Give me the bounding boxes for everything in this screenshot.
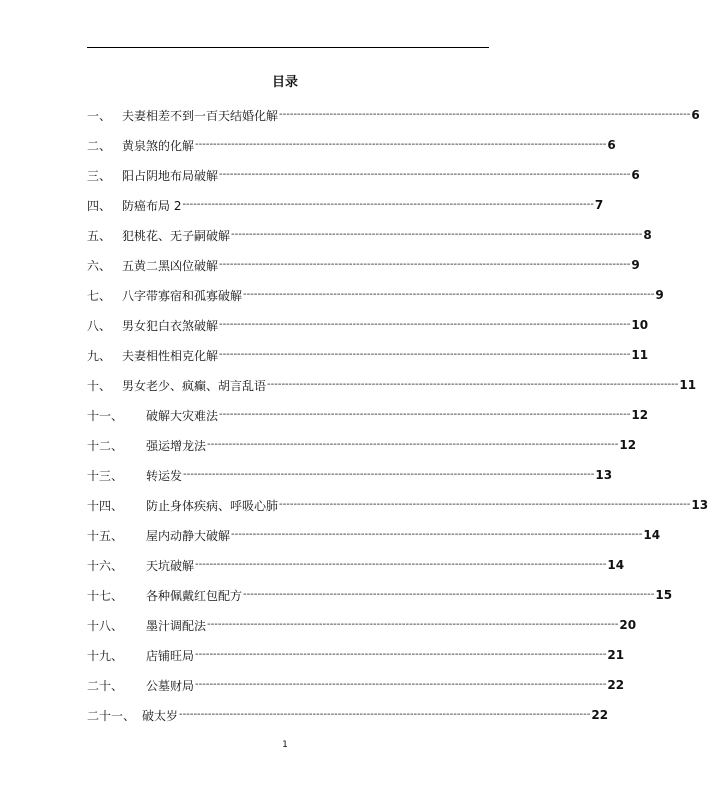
page-number: 1 [282,740,288,750]
toc-entry[interactable] [87,400,649,430]
toc-entry-page: 7 [594,198,604,212]
toc-entry[interactable] [87,490,708,520]
toc-entry[interactable] [87,580,673,610]
toc-entry-page: 6 [631,168,640,182]
toc-entry[interactable] [87,190,604,220]
toc-entry-page: 14 [607,558,625,572]
toc-entry-page: 12 [619,438,637,452]
toc-entry[interactable] [87,640,625,670]
toc-dot-leader: ------------------------------------------------------------------------------------------------------------------ [243,288,655,300]
toc-entry-page: 9 [655,288,664,302]
toc-entry-label: 犯桃花、无子嗣破解 [122,228,231,243]
toc-entry-number: 二、 [87,138,112,153]
toc-entry-page: 9 [631,258,640,272]
toc-entry-page: 13 [691,498,708,512]
toc-dot-leader: ------------------------------------------------------------------------------------------------------------------ [183,468,595,480]
toc-entry-page: 12 [631,408,649,422]
toc-entry[interactable] [87,280,664,310]
toc-entry-page: 11 [679,378,697,392]
toc-entry-label: 防癌布局 2 [122,198,182,213]
toc-entry-number: 一、 [87,108,112,123]
toc-entry-number: 十六、 [87,558,124,573]
toc-entry-number: 四、 [87,198,112,213]
toc-entry-label: 天坑破解 [146,558,195,573]
toc-entry[interactable] [87,700,609,730]
toc-dot-leader: ------------------------------------------------------------------------------------------------------------------ [195,558,607,570]
toc-entry-label: 屋内动静大破解 [146,528,231,543]
toc-entry[interactable] [87,670,625,700]
toc-entry-number: 十五、 [87,528,124,543]
toc-dot-leader: ------------------------------------------------------------------------------------------------------------------ [195,678,607,690]
toc-dot-leader: ------------------------------------------------------------------------------------------------------------------ [179,708,591,720]
toc-entry-number: 六、 [87,258,112,273]
toc-entry[interactable] [87,100,700,130]
table-of-contents [87,100,708,730]
toc-entry[interactable] [87,130,616,160]
toc-dot-leader: ------------------------------------------------------------------------------------------------------------------ [182,198,594,210]
toc-entry-number: 十七、 [87,588,124,603]
toc-entry-page: 13 [595,468,613,482]
toc-entry-label: 五黄二黑凶位破解 [122,258,219,273]
toc-title: 目录 [271,75,298,90]
toc-entry-number: 八、 [87,318,112,333]
toc-dot-leader: ------------------------------------------------------------------------------------------------------------------ [267,378,679,390]
toc-entry-label: 夫妻相性相克化解 [122,348,219,363]
toc-dot-leader: ------------------------------------------------------------------------------------------------------------------ [219,408,631,420]
toc-entry-number: 十八、 [87,618,124,633]
toc-dot-leader: ------------------------------------------------------------------------------------------------------------------ [207,618,619,630]
toc-entry-number: 二十一、 [87,708,136,723]
toc-entry-page: 10 [631,318,649,332]
toc-entry-label: 店铺旺局 [146,648,195,663]
toc-entry-label: 墨汁调配法 [146,618,207,633]
toc-entry[interactable] [87,310,649,340]
toc-dot-leader: ------------------------------------------------------------------------------------------------------------------ [219,348,631,360]
toc-entry[interactable] [87,340,649,370]
toc-entry[interactable] [87,250,640,280]
toc-entry-number: 十三、 [87,468,124,483]
toc-entry-page: 21 [607,648,625,662]
toc-entry-number: 十、 [87,378,112,393]
toc-entry-label: 阳占阴地布局破解 [122,168,219,183]
toc-entry-number: 二十、 [87,678,124,693]
toc-entry-page: 15 [655,588,673,602]
toc-entry[interactable] [87,430,637,460]
toc-entry-page: 8 [643,228,652,242]
toc-entry-number: 七、 [87,288,112,303]
toc-entry-label: 破太岁 [142,708,179,723]
toc-entry-page: 6 [607,138,616,152]
toc-dot-leader: ------------------------------------------------------------------------------------------------------------------ [219,318,631,330]
toc-entry-label: 男女犯白衣煞破解 [122,318,219,333]
toc-dot-leader: ------------------------------------------------------------------------------------------------------------------ [219,258,631,270]
toc-entry-label: 转运发 [146,468,183,483]
toc-entry-label: 强运增龙法 [146,438,207,453]
toc-entry-page: 22 [607,678,625,692]
toc-entry-page: 22 [591,708,609,722]
toc-dot-leader: ------------------------------------------------------------------------------------------------------------------ [207,438,619,450]
toc-entry[interactable] [87,550,625,580]
toc-dot-leader: ------------------------------------------------------------------------------------------------------------------ [243,588,655,600]
toc-entry-page: 20 [619,618,637,632]
toc-entry-label: 男女老少、疯癫、胡言乱语 [122,378,267,393]
toc-entry-page: 11 [631,348,649,362]
toc-entry[interactable] [87,460,613,490]
toc-entry-number: 十四、 [87,498,124,513]
toc-entry-label: 夫妻相差不到一百天结婚化解 [122,108,279,123]
toc-dot-leader: ------------------------------------------------------------------------------------------------------------------ [231,528,643,540]
toc-entry[interactable] [87,370,697,400]
header-rule [87,47,489,48]
toc-entry-label: 黄泉煞的化解 [122,138,195,153]
toc-entry-label: 各种佩戴红包配方 [146,588,243,603]
toc-dot-leader: ------------------------------------------------------------------------------------------------------------------ [231,228,643,240]
toc-entry-number: 九、 [87,348,112,363]
toc-entry-number: 十二、 [87,438,124,453]
toc-entry[interactable] [87,220,652,250]
toc-dot-leader: ------------------------------------------------------------------------------------------------------------------ [195,138,607,150]
toc-dot-leader: ------------------------------------------------------------------------------------------------------------------ [219,168,631,180]
toc-entry[interactable] [87,160,640,190]
toc-entry-page: 14 [643,528,661,542]
toc-entry-number: 十九、 [87,648,124,663]
toc-entry-number: 三、 [87,168,112,183]
toc-dot-leader: ------------------------------------------------------------------------------------------------------------------ [279,498,691,510]
toc-entry-page: 6 [691,108,700,122]
toc-entry-label: 防止身体疾病、呼吸心肺 [146,498,279,513]
toc-entry-label: 八字带寡宿和孤寡破解 [122,288,243,303]
toc-entry-label: 破解大灾难法 [146,408,219,423]
toc-dot-leader: ------------------------------------------------------------------------------------------------------------------ [279,108,691,120]
toc-entry-label: 公墓财局 [146,678,195,693]
toc-entry-number: 十一、 [87,408,124,423]
toc-dot-leader: ------------------------------------------------------------------------------------------------------------------ [195,648,607,660]
toc-entry-number: 五、 [87,228,112,243]
toc-entry[interactable] [87,610,637,640]
toc-entry[interactable] [87,520,661,550]
